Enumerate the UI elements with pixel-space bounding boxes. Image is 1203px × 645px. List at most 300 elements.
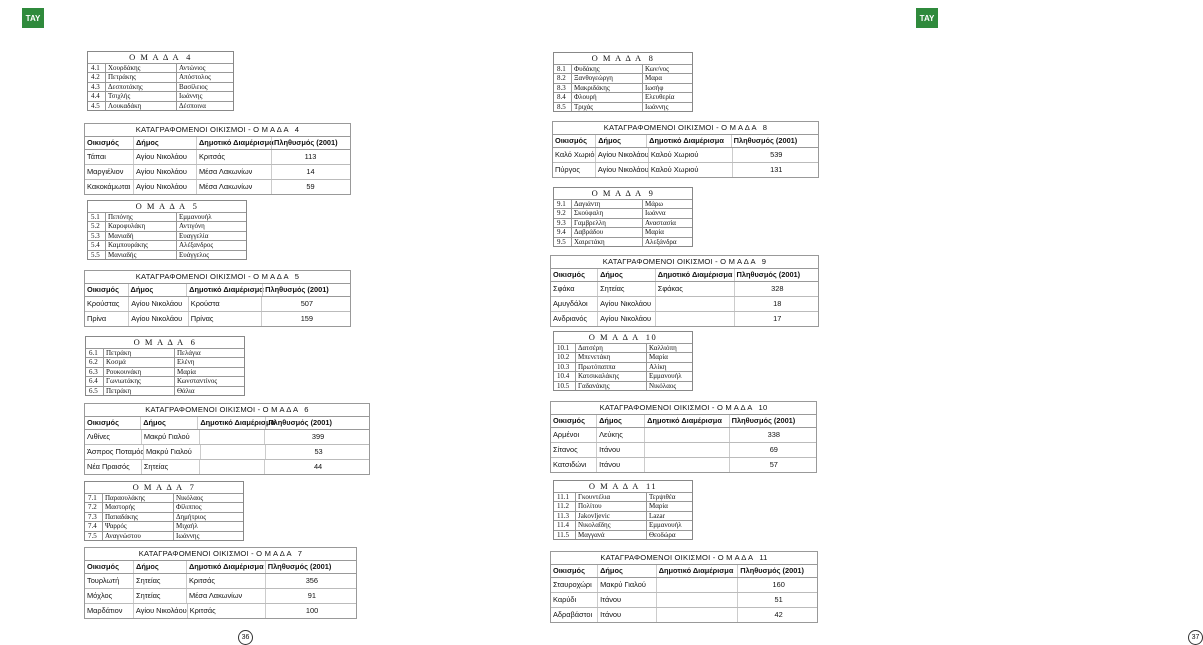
municipality: Μακρύ Γιαλού bbox=[597, 578, 656, 592]
settlement-header bbox=[85, 417, 369, 430]
title-prefix: ΚΑΤΑΓΡΑΦΟΜΕΝΟΙ ΟΙΚΙΣΜΟΙ - Ο Μ Α Δ Α bbox=[135, 272, 289, 281]
municipality: Σητείας bbox=[133, 589, 186, 603]
member-id: 7.2 bbox=[88, 503, 97, 512]
municipality: Μακρύ Γιαλού bbox=[143, 445, 200, 459]
member-id: 5.3 bbox=[91, 231, 100, 240]
col-district: Δημοτικό Διαμέρισμα bbox=[655, 269, 734, 281]
member-firstname: Νικόλαος bbox=[173, 494, 243, 502]
page-number: 36 bbox=[238, 630, 253, 645]
member-surname: Παραουλάκης bbox=[102, 494, 173, 502]
member-row bbox=[86, 367, 244, 376]
member-surname: Γωνιωτάκης bbox=[103, 377, 174, 385]
title-prefix: ΚΑΤΑΓΡΑΦΟΜΕΝΟΙ ΟΙΚΙΣΜΟΙ - Ο Μ Α Δ Α bbox=[600, 553, 754, 562]
member-surname: Ξανθογεώργη bbox=[571, 74, 642, 82]
member-surname: Ψαρρός bbox=[102, 522, 173, 530]
member-row bbox=[554, 218, 692, 227]
member-firstname: Ελένη bbox=[174, 358, 244, 366]
group-number: 9 bbox=[761, 257, 767, 266]
population: 18 bbox=[734, 297, 819, 311]
member-surname: Δεσποτάκης bbox=[105, 83, 176, 91]
member-firstname: Μαρία bbox=[174, 368, 244, 376]
member-id: 11.2 bbox=[557, 502, 569, 511]
municipality: Αγίου Νικολάου bbox=[133, 180, 196, 194]
member-table bbox=[553, 52, 693, 112]
member-id: 9.3 bbox=[557, 218, 566, 227]
col-district: Δημοτικό Διαμέρισμα bbox=[196, 137, 271, 149]
group-number: 7 bbox=[297, 549, 303, 558]
population: 539 bbox=[732, 148, 819, 162]
col-population: Πληθυσμός (2001) bbox=[729, 415, 816, 427]
settlement-row bbox=[85, 460, 369, 474]
settlement-row bbox=[85, 165, 350, 180]
col-population: Πληθυσμός (2001) bbox=[265, 417, 369, 429]
member-row bbox=[85, 502, 243, 511]
member-firstname: Ελευθερία bbox=[642, 93, 692, 101]
settlement-header bbox=[551, 269, 818, 282]
district bbox=[200, 445, 265, 459]
settlement-table bbox=[84, 547, 357, 619]
col-settlement: Οικισμός bbox=[555, 136, 587, 145]
district: Κρούστα bbox=[188, 297, 261, 311]
title-prefix: Ο Μ Α Δ Α bbox=[129, 52, 181, 62]
member-firstname: Ευαγγελία bbox=[176, 232, 246, 240]
member-surname: Τριχάς bbox=[571, 103, 642, 111]
member-row bbox=[88, 240, 246, 249]
district bbox=[199, 460, 264, 474]
member-id: 5.5 bbox=[91, 250, 100, 259]
member-firstname: Θεοδώρα bbox=[646, 531, 692, 539]
municipality: Αγίου Νικολάου bbox=[595, 163, 648, 177]
district: Μέσα Λακωνίων bbox=[196, 165, 271, 179]
member-firstname: Μαρία bbox=[646, 353, 692, 361]
member-row bbox=[88, 91, 233, 100]
municipality: Αγίου Νικολάου bbox=[133, 604, 187, 618]
district bbox=[656, 593, 738, 607]
member-surname: Γαμβρελλη bbox=[571, 219, 642, 227]
member-surname: Χαιρετάκη bbox=[571, 238, 642, 246]
member-firstname: Μαρία bbox=[646, 502, 692, 510]
member-id: 4.3 bbox=[91, 82, 100, 91]
settlement-header bbox=[551, 565, 817, 578]
population: 17 bbox=[734, 312, 819, 326]
member-firstname: Αλίκη bbox=[646, 363, 692, 371]
col-municipality: Δήμος bbox=[133, 561, 186, 573]
member-surname: Δατσέρη bbox=[575, 344, 646, 352]
member-row bbox=[554, 237, 692, 246]
population: 44 bbox=[264, 460, 369, 474]
col-municipality: Δήμος bbox=[596, 415, 644, 427]
member-firstname: Καλλιόπη bbox=[646, 344, 692, 352]
member-firstname: Θάλια bbox=[174, 387, 244, 395]
settlement-header bbox=[553, 135, 818, 148]
group-number: 6 bbox=[304, 405, 309, 414]
col-district: Δημοτικό Διαμέρισμα bbox=[197, 417, 265, 429]
district bbox=[655, 297, 734, 311]
settlement-table-title bbox=[551, 552, 817, 565]
member-firstname: Ιωάννα bbox=[642, 209, 692, 217]
member-surname: Κατσικαλάκης bbox=[575, 372, 646, 380]
population: 100 bbox=[265, 604, 356, 618]
title-prefix: ΚΑΤΑΓΡΑΦΟΜΕΝΟΙ ΟΙΚΙΣΜΟΙ - Ο Μ Α Δ Α bbox=[599, 403, 753, 412]
member-surname: Πετράκης bbox=[105, 73, 176, 81]
group-number: 10 bbox=[645, 332, 658, 342]
member-firstname: Εμμανουήλ bbox=[646, 372, 692, 380]
member-table-title bbox=[88, 201, 246, 212]
member-id: 5.4 bbox=[91, 241, 100, 250]
member-table-title bbox=[554, 188, 692, 199]
col-population: Πληθυσμός (2001) bbox=[271, 137, 347, 149]
col-district: Δημοτικό Διαμέρισμα bbox=[656, 565, 738, 577]
member-surname: Κοσμά bbox=[103, 358, 174, 366]
settlement-row bbox=[551, 578, 817, 593]
member-firstname: Ευάγγελος bbox=[176, 251, 246, 259]
col-municipality: Δήμος bbox=[128, 284, 187, 296]
member-surname: Μπενετάκη bbox=[575, 353, 646, 361]
member-row bbox=[554, 199, 692, 208]
title-prefix: Ο Μ Α Δ Α bbox=[588, 481, 640, 491]
member-firstname: Αλέξανδρος bbox=[176, 241, 246, 249]
settlement-name: Κρούστας bbox=[87, 299, 120, 308]
member-table bbox=[553, 331, 693, 391]
district bbox=[199, 430, 264, 444]
member-surname: Παπαδάκης bbox=[102, 513, 173, 521]
municipality: Σητείας bbox=[597, 282, 655, 296]
municipality: Ιτάνου bbox=[597, 608, 656, 622]
title-prefix: ΚΑΤΑΓΡΑΦΟΜΕΝΟΙ ΟΙΚΙΣΜΟΙ - Ο Μ Α Δ Α bbox=[135, 125, 289, 134]
member-id: 11.1 bbox=[557, 493, 569, 501]
col-district: Δημοτικό Διαμέρισμα bbox=[644, 415, 728, 427]
municipality: Αγίου Νικολάου bbox=[133, 165, 196, 179]
member-surname: Μαγγανά bbox=[575, 531, 646, 539]
municipality: Λεύκης bbox=[596, 428, 644, 442]
settlement-name: Νέα Πραισός bbox=[87, 462, 130, 471]
member-id: 5.2 bbox=[91, 222, 100, 231]
settlement-row bbox=[85, 297, 350, 312]
title-prefix: Ο Μ Α Δ Α bbox=[132, 482, 184, 492]
member-surname: Ρουκουνάκη bbox=[103, 368, 174, 376]
member-firstname: Ιωάννης bbox=[173, 532, 243, 540]
col-settlement: Οικισμός bbox=[87, 285, 119, 294]
member-firstname: Αναστασία bbox=[642, 219, 692, 227]
title-prefix: ΚΑΤΑΓΡΑΦΟΜΕΝΟΙ ΟΙΚΙΣΜΟΙ - Ο Μ Α Δ Α bbox=[145, 405, 299, 414]
member-surname: Πετράκη bbox=[103, 349, 174, 357]
member-id: 7.5 bbox=[88, 531, 97, 540]
settlement-header bbox=[85, 284, 350, 297]
member-surname: Αναγνώστου bbox=[102, 532, 173, 540]
member-id: 9.1 bbox=[557, 200, 566, 208]
member-id: 8.1 bbox=[557, 65, 566, 73]
member-row bbox=[554, 511, 692, 520]
settlement-table bbox=[550, 551, 818, 623]
tay-logo: TAY bbox=[916, 8, 938, 28]
member-firstname: Μιχαήλ bbox=[173, 522, 243, 530]
member-id: 5.1 bbox=[91, 213, 100, 221]
member-row bbox=[88, 72, 233, 81]
tay-logo: TAY bbox=[22, 8, 44, 28]
population: 42 bbox=[737, 608, 817, 622]
municipality: Μακρύ Γιαλού bbox=[141, 430, 199, 444]
member-firstname: Απόστολος bbox=[176, 73, 233, 81]
member-id: 10.4 bbox=[557, 372, 570, 381]
settlement-name: Σίτανος bbox=[553, 445, 578, 454]
settlement-name: Τάπαι bbox=[87, 152, 106, 161]
member-firstname: Εμμανουήλ bbox=[646, 521, 692, 529]
district bbox=[656, 608, 738, 622]
group-number: 11 bbox=[759, 553, 768, 562]
settlement-row bbox=[85, 604, 356, 618]
member-row bbox=[88, 101, 233, 110]
member-surname: Καμπουράκης bbox=[105, 241, 176, 249]
member-surname: Φλουρή bbox=[571, 93, 642, 101]
group-number: 5 bbox=[192, 201, 199, 211]
group-number: 6 bbox=[190, 337, 197, 347]
col-population: Πληθυσμός (2001) bbox=[731, 135, 818, 147]
population: 356 bbox=[265, 574, 356, 588]
member-id: 7.4 bbox=[88, 522, 97, 531]
district: Κριτσάς bbox=[187, 604, 265, 618]
member-row bbox=[554, 501, 692, 510]
municipality: Αγίου Νικολάου bbox=[128, 312, 188, 326]
settlement-name: Μαρδάτιον bbox=[87, 606, 123, 615]
member-firstname: Ιωάννης bbox=[642, 103, 692, 111]
settlement-row bbox=[551, 297, 818, 312]
group-number: 4 bbox=[186, 52, 192, 62]
col-settlement: Οικισμός bbox=[87, 418, 119, 427]
settlement-header bbox=[85, 137, 350, 150]
title-prefix: Ο Μ Α Δ Α bbox=[591, 188, 643, 198]
member-surname: Πρωτόπαππα bbox=[575, 363, 646, 371]
municipality: Αγίου Νικολάου bbox=[128, 297, 188, 311]
member-surname: Μακριδάκης bbox=[571, 84, 642, 92]
title-prefix: Ο Μ Α Δ Α bbox=[133, 337, 185, 347]
settlement-table bbox=[552, 121, 819, 178]
member-surname: Μαστορής bbox=[102, 503, 173, 511]
settlement-table-title bbox=[551, 256, 818, 269]
col-district: Δημοτικό Διαμέρισμα bbox=[646, 135, 730, 147]
group-number: 8 bbox=[762, 123, 768, 132]
population: 131 bbox=[732, 163, 819, 177]
population: 113 bbox=[271, 150, 347, 164]
member-id: 6.5 bbox=[89, 386, 98, 395]
population: 53 bbox=[265, 445, 369, 459]
col-settlement: Οικισμός bbox=[553, 270, 585, 279]
member-surname: Πετράκη bbox=[103, 387, 174, 395]
member-id: 10.3 bbox=[557, 362, 570, 371]
member-table-title bbox=[554, 53, 692, 64]
member-row bbox=[88, 231, 246, 240]
col-municipality: Δήμος bbox=[597, 565, 656, 577]
member-surname: Τσιχλής bbox=[105, 92, 176, 100]
col-municipality: Δήμος bbox=[595, 135, 646, 147]
member-id: 8.3 bbox=[557, 83, 566, 92]
member-firstname: Μάρω bbox=[642, 200, 692, 208]
group-number: 9 bbox=[648, 188, 655, 198]
col-population: Πληθυσμός (2001) bbox=[262, 284, 350, 296]
member-id: 10.1 bbox=[557, 344, 570, 352]
settlement-row bbox=[85, 589, 356, 604]
population: 399 bbox=[264, 430, 369, 444]
district bbox=[644, 443, 728, 457]
member-row bbox=[85, 512, 243, 521]
member-row bbox=[554, 102, 692, 111]
municipality: Ιτάνου bbox=[596, 443, 644, 457]
member-row bbox=[85, 521, 243, 530]
member-id: 10.5 bbox=[557, 381, 570, 390]
member-firstname: Αντιγόνη bbox=[176, 222, 246, 230]
member-firstname: Αντώνιος bbox=[176, 64, 233, 72]
district: Μέσα Λακωνίων bbox=[196, 180, 271, 194]
settlement-name: Κατσιδώνι bbox=[553, 460, 587, 469]
member-surname: Πεπόνης bbox=[105, 213, 176, 221]
member-id: 4.1 bbox=[91, 64, 100, 72]
col-settlement: Οικισμός bbox=[553, 566, 585, 575]
district: Κριτσάς bbox=[196, 150, 271, 164]
member-id: 8.5 bbox=[557, 102, 566, 111]
member-row bbox=[86, 357, 244, 366]
settlement-row bbox=[553, 148, 818, 163]
member-surname: Μανιαδής bbox=[105, 251, 176, 259]
member-id: 11.5 bbox=[557, 530, 569, 539]
settlement-table-title bbox=[85, 271, 350, 284]
col-settlement: Οικισμός bbox=[87, 562, 119, 571]
district: Καλού Χωριού bbox=[648, 163, 732, 177]
settlement-row bbox=[85, 574, 356, 589]
group-number: 10 bbox=[758, 403, 768, 412]
settlement-table-title bbox=[551, 402, 816, 415]
member-id: 8.2 bbox=[557, 74, 566, 83]
settlement-row bbox=[551, 282, 818, 297]
member-row bbox=[88, 82, 233, 91]
member-surname: Μανιαδή bbox=[105, 232, 176, 240]
member-firstname: Φίλιππος bbox=[173, 503, 243, 511]
municipality: Σητείας bbox=[141, 460, 199, 474]
member-firstname: Δημήτριος bbox=[173, 513, 243, 521]
col-district: Δημοτικό Διαμέρισμα bbox=[186, 561, 265, 573]
member-row bbox=[86, 386, 244, 395]
member-row bbox=[85, 493, 243, 502]
member-row bbox=[86, 348, 244, 357]
title-prefix: ΚΑΤΑΓΡΑΦΟΜΕΝΟΙ ΟΙΚΙΣΜΟΙ - Ο Μ Α Δ Α bbox=[138, 549, 292, 558]
population: 507 bbox=[261, 297, 350, 311]
settlement-name: Καλό Χωριό bbox=[555, 150, 595, 159]
member-row bbox=[554, 343, 692, 352]
settlement-table bbox=[84, 403, 370, 475]
member-firstname: Νικόλαος bbox=[646, 382, 692, 390]
member-firstname: Αλεξάνδρα bbox=[642, 238, 692, 246]
member-surname: Σκούφαλη bbox=[571, 209, 642, 217]
member-id: 6.3 bbox=[89, 367, 98, 376]
settlement-row bbox=[85, 430, 369, 445]
member-firstname: Ιωάννης bbox=[176, 92, 233, 100]
district: Κριτσάς bbox=[186, 574, 265, 588]
member-table-title bbox=[85, 482, 243, 493]
member-surname: Γκουντέλια bbox=[575, 493, 646, 501]
population: 14 bbox=[271, 165, 347, 179]
member-table bbox=[84, 481, 244, 541]
settlement-table-title bbox=[85, 548, 356, 561]
member-id: 4.5 bbox=[91, 101, 100, 110]
title-prefix: Ο Μ Α Δ Α bbox=[591, 53, 643, 63]
population: 51 bbox=[737, 593, 817, 607]
member-id: 9.4 bbox=[557, 228, 566, 237]
municipality: Αγίου Νικολάου bbox=[597, 312, 655, 326]
member-table bbox=[87, 200, 247, 260]
settlement-row bbox=[551, 608, 817, 622]
settlement-table-title bbox=[85, 404, 369, 417]
municipality: Αγίου Νικολάου bbox=[597, 297, 655, 311]
member-row bbox=[554, 227, 692, 236]
population: 59 bbox=[271, 180, 347, 194]
col-settlement: Οικισμός bbox=[553, 416, 585, 425]
member-row bbox=[88, 221, 246, 230]
title-prefix: ΚΑΤΑΓΡΑΦΟΜΕΝΟΙ ΟΙΚΙΣΜΟΙ - Ο Μ Α Δ Α bbox=[603, 123, 757, 132]
member-firstname: Κωνσταντίνος bbox=[174, 377, 244, 385]
member-firstname: Μαρα bbox=[642, 74, 692, 82]
title-prefix: Ο Μ Α Δ Α bbox=[588, 332, 640, 342]
member-id: 8.4 bbox=[557, 93, 566, 102]
settlement-name: Τουρλωτή bbox=[87, 576, 120, 585]
col-municipality: Δήμος bbox=[133, 137, 196, 149]
member-row bbox=[554, 64, 692, 73]
population: 57 bbox=[729, 458, 816, 472]
member-id: 6.1 bbox=[89, 349, 98, 357]
settlement-row bbox=[553, 163, 818, 177]
member-id: 6.4 bbox=[89, 377, 98, 386]
settlement-row bbox=[85, 312, 350, 326]
col-population: Πληθυσμός (2001) bbox=[737, 565, 817, 577]
member-id: 4.2 bbox=[91, 73, 100, 82]
group-number: 4 bbox=[294, 125, 300, 134]
population: 338 bbox=[729, 428, 816, 442]
settlement-name: Κακοκάμωται bbox=[87, 182, 131, 191]
settlement-name: Πρίνα bbox=[87, 314, 107, 323]
settlement-header bbox=[85, 561, 356, 574]
member-row bbox=[86, 376, 244, 385]
member-row bbox=[554, 520, 692, 529]
settlement-header bbox=[551, 415, 816, 428]
municipality: Αγίου Νικολάου bbox=[595, 148, 648, 162]
group-number: 7 bbox=[189, 482, 196, 492]
col-population: Πληθυσμός (2001) bbox=[734, 269, 819, 281]
page-number: 37 bbox=[1188, 630, 1203, 645]
municipality: Ιτάνου bbox=[596, 458, 644, 472]
member-table bbox=[553, 187, 693, 247]
group-number: 11 bbox=[645, 481, 658, 491]
settlement-row bbox=[85, 445, 369, 460]
member-row bbox=[554, 362, 692, 371]
member-firstname: Βασίλειος bbox=[176, 83, 233, 91]
district bbox=[644, 428, 728, 442]
member-table-title bbox=[554, 332, 692, 343]
member-id: 6.2 bbox=[89, 358, 98, 367]
member-surname: Δαγιάντη bbox=[571, 200, 642, 208]
member-surname: Νικολαΐδης bbox=[575, 521, 646, 529]
municipality: Αγίου Νικολάου bbox=[133, 150, 196, 164]
settlement-name: Καρύδι bbox=[553, 595, 577, 604]
member-surname: Jakovljevic bbox=[575, 512, 646, 520]
district bbox=[656, 578, 738, 592]
settlement-table bbox=[84, 270, 351, 327]
population: 69 bbox=[729, 443, 816, 457]
settlement-name: Σταυροχώρι bbox=[553, 580, 592, 589]
settlement-name: Αδραβάστοι bbox=[553, 610, 593, 619]
member-row bbox=[554, 83, 692, 92]
member-table bbox=[553, 480, 693, 540]
municipality: Ιτάνου bbox=[597, 593, 656, 607]
member-id: 11.3 bbox=[557, 511, 569, 520]
settlement-name: Μαργιέλιον bbox=[87, 167, 124, 176]
member-id: 7.1 bbox=[88, 494, 97, 502]
